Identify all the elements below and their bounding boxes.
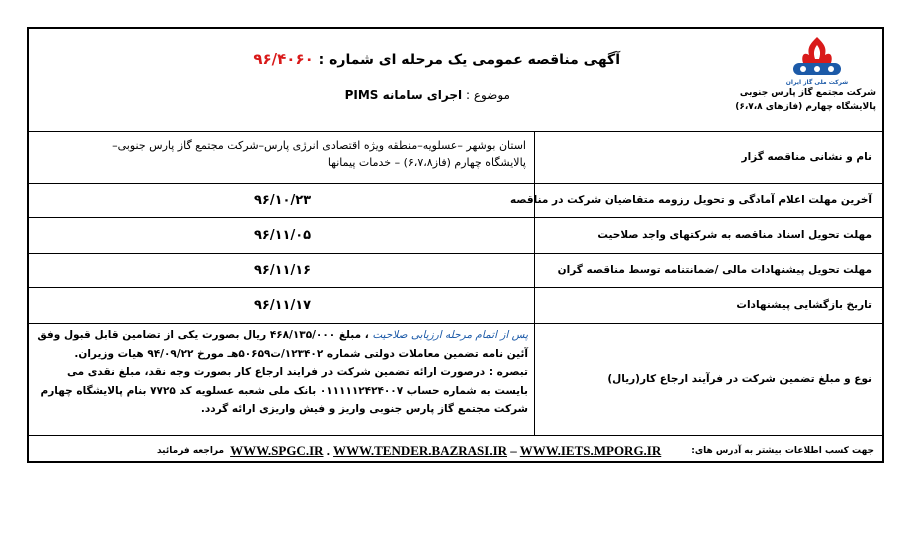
tender-number: ۹۶/۴۰۶۰: [253, 50, 314, 68]
refinery-name: پالایشگاه چهارم (فازهای ۶،۷،۸): [735, 102, 876, 112]
address-line-2: پالایشگاه چهارم (فاز۶،۷،۸) – خدمات پیمانها: [327, 156, 526, 169]
address-line-1: استان بوشهر –عسلویه–منطقه ویژه اقتصادی انرژی پارس–شرکت مجتمع گاز پارس جنوبی–: [112, 139, 526, 152]
row-label: مهلت تحویل اسناد مناقصه به شرکتهای واجد صلاحیت: [534, 217, 882, 253]
guarantee-note-text: تبصره : درصورت ارائه تضمین شرکت در فرایند ارجاع کار بصورت وجه نقد، مبلغ نقدی می بایست به شماره حساب ۰۱۱۱۱۱۲۴۲۴۰۰۷ بانک ملی شعبه عسلویه کد ۷۷۲۵ بنام پالایشگاه چهارم شرکت مجتمع گاز پارس جنوبی واریز و فیش واریزی ارائه گردد.: [40, 366, 528, 415]
refer-text: مراجعه فرمائید: [156, 446, 225, 456]
link-tender-bazrasi[interactable]: WWW.TENDER.BAZRASI.IR: [333, 443, 508, 458]
table-row: [29, 183, 882, 218]
link-iets-mporg[interactable]: WWW.IETS.MPORG.IR: [519, 443, 662, 458]
title-prefix: آگهی مناقصه عمومی یک مرحله ای شماره :: [313, 52, 620, 68]
table-row: [29, 131, 882, 184]
info-label: جهت کسب اطلاعات بیشتر به آدرس های:: [691, 446, 874, 456]
announcement-header: [29, 29, 882, 132]
row-label: نام و نشانی مناقصه گزار: [534, 131, 882, 183]
guarantee-italic-note: پس از اتمام مرحله ارزیابی صلاحیت: [372, 329, 528, 341]
table-row: [29, 323, 882, 436]
row-date: ۹۶/۱۱/۰۵: [253, 227, 312, 243]
row-label: آخرین مهلت اعلام آمادگی و تحویل رزومه متقاضیان شرکت در مناقصه: [534, 183, 882, 217]
table-row: [29, 253, 882, 288]
website-list: [230, 443, 661, 459]
row-label: مهلت تحویل پیشنهادات مالی /ضمانتنامه توسط مناقصه گران: [534, 253, 882, 287]
table-row: [29, 287, 882, 324]
company-logo-block: [735, 35, 876, 129]
company-name: شرکت مجتمع گاز پارس جنوبی: [739, 88, 876, 98]
page-title: [253, 50, 620, 68]
row-date: ۹۶/۱۰/۲۳: [253, 192, 312, 208]
nigc-flame-logo-icon: [787, 35, 847, 81]
separator: .: [323, 443, 334, 458]
separator: –: [507, 443, 520, 458]
contact-footer: [29, 439, 882, 463]
tender-announcement-frame: [27, 27, 884, 463]
guarantee-description: [29, 323, 536, 435]
row-label: تاریخ بازگشایی پیشنهادات: [534, 287, 882, 323]
subject-line: [345, 88, 510, 102]
subject-value: اجرای سامانه PIMS: [344, 88, 463, 102]
row-label: نوع و مبلغ تضمین شرکت در فرآیند ارجاع کار(ریال): [534, 323, 882, 435]
row-date: ۹۶/۱۱/۱۶: [253, 262, 312, 278]
subject-label: موضوع :: [462, 88, 510, 102]
table-row: [29, 217, 882, 254]
row-date: ۹۶/۱۱/۱۷: [253, 297, 312, 313]
guarantee-amount-text: ، مبلغ ۴۶۸/۱۳۵/۰۰۰ ریال بصورت یکی از تضامین قابل قبول وفق آئین نامه تضمین معاملات دولتی شماره ۱۲۳۴۰۲/ت۵۰۶۵۹هـ مورخ ۹۴/۰۹/۲۲ هیات وزیران.: [37, 329, 528, 360]
link-spgc[interactable]: WWW.SPGC.IR: [230, 443, 324, 458]
logo-caption: شرکت ملی گاز ایران: [785, 79, 849, 86]
organizer-address: [29, 131, 536, 183]
